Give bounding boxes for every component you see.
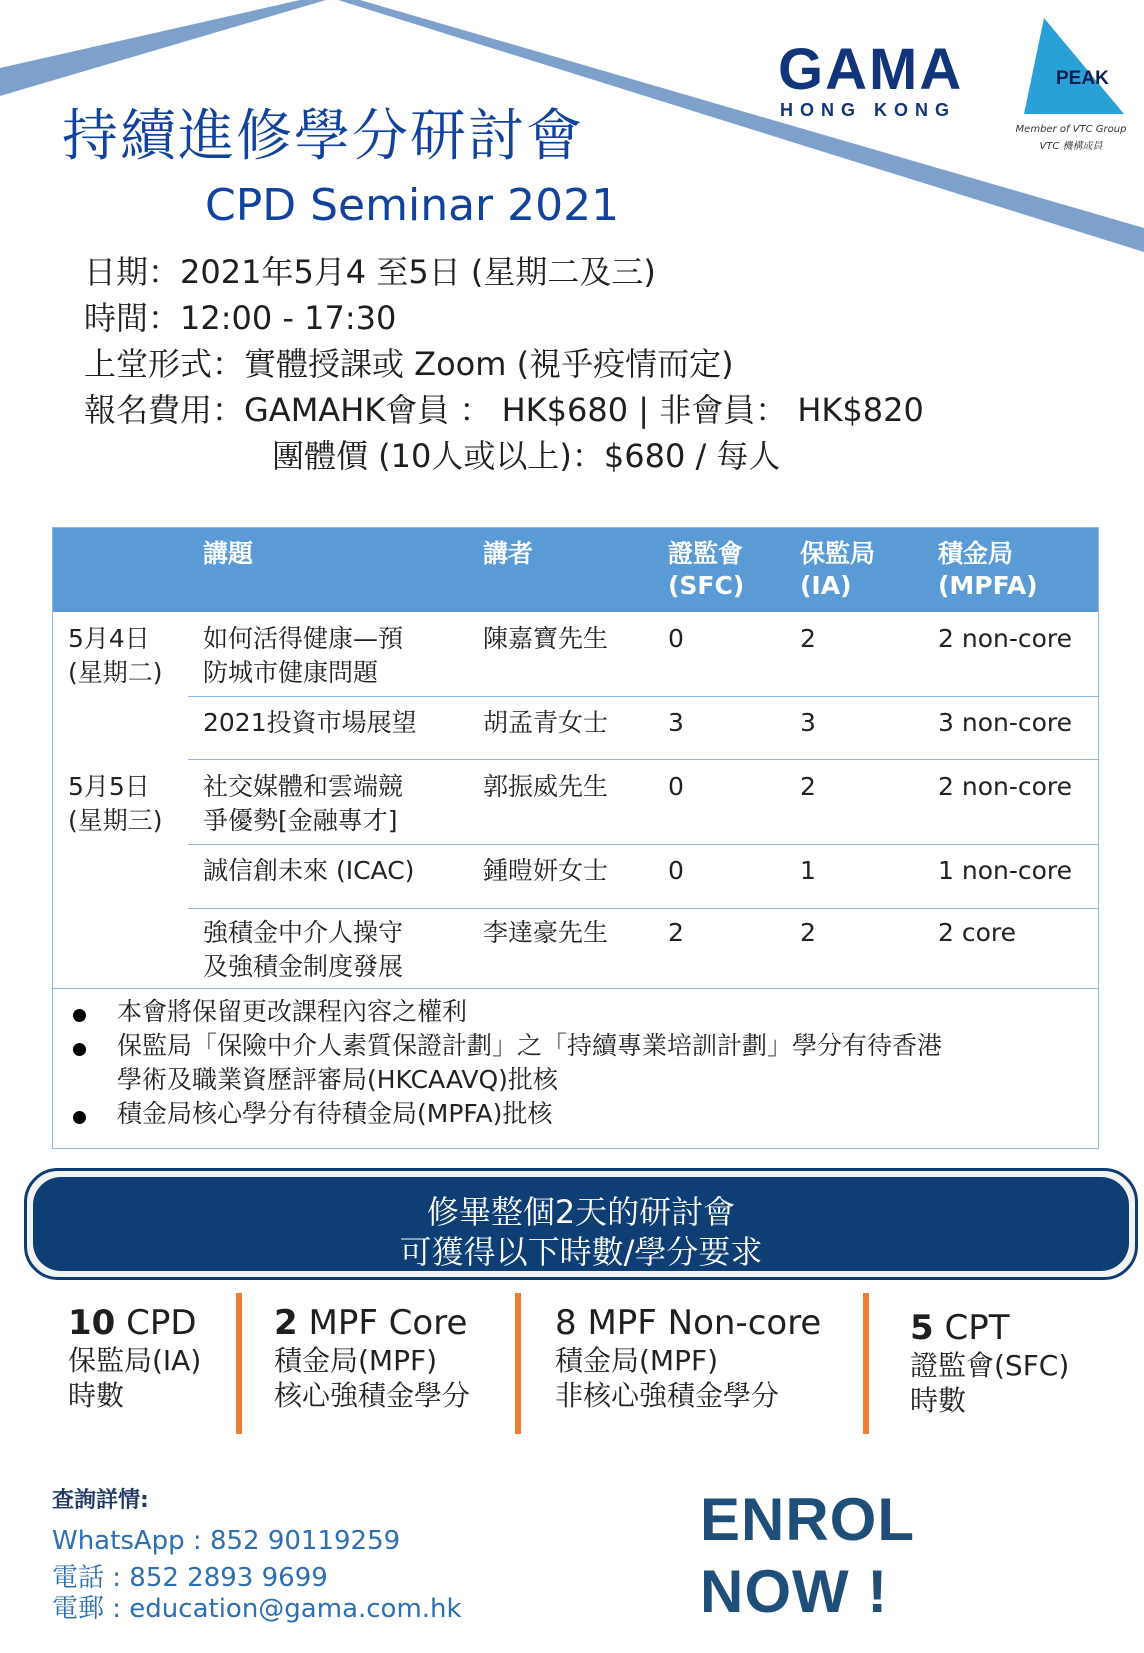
- banner-inner: [33, 1177, 1129, 1271]
- row1-sfc: 0: [668, 624, 684, 653]
- enrol-cta-line1[interactable]: ENROL: [700, 1486, 915, 1553]
- row1-mpfa: 2 non-core: [938, 624, 1073, 653]
- row3-topic-line2: 爭優勢[金融專才]: [203, 806, 398, 835]
- header-topic: 講題: [203, 539, 254, 568]
- row4-speaker: 鍾暟妍女士: [483, 856, 609, 885]
- peak-member-text: Member of VTC Group: [1015, 124, 1127, 135]
- row5-ia: 2: [800, 918, 816, 947]
- contact-whatsapp[interactable]: WhatsApp : 852 90119259: [52, 1526, 401, 1556]
- row5-continuation: [53, 952, 1098, 988]
- row1-topic-line1: 如何活得健康—預: [203, 624, 404, 653]
- row1-topic-line2: 防城市健康問題: [203, 658, 379, 687]
- title-english: CPD Seminar 2021: [205, 180, 620, 231]
- credit-mpf-noncore: 8 MPF Non-core 積金局(MPF) 非核心強積金學分: [555, 1303, 822, 1412]
- row4-sfc: 0: [668, 856, 684, 885]
- peak-member-text-zh: VTC 機構成員: [1039, 141, 1103, 152]
- row2-topic-line1: 2021投資市場展望: [203, 708, 417, 737]
- info-time: 時間：12:00 - 17:30: [84, 299, 397, 337]
- banner-line1: 修畢整個2天的研討會: [426, 1193, 736, 1231]
- info-date: 日期：2021年5月4 至5日 (星期二及三): [84, 253, 656, 291]
- row5-topic-line1: 強積金中介人操守: [203, 918, 404, 947]
- bullet-icon: [73, 1009, 86, 1022]
- row2-speaker: 胡孟青女士: [483, 708, 609, 737]
- note-2: 保監局「保險中介人素質保證計劃」之「持續專業培訓計劃」學分有待香港: [117, 1031, 943, 1060]
- day2-weekday: (星期三): [68, 806, 163, 835]
- table-notes: [53, 988, 1098, 1148]
- header-mpfa: 積金局 (MPFA): [938, 539, 1038, 600]
- table-body: [53, 612, 1098, 968]
- gama-logo: GAMA: [778, 37, 964, 102]
- peak-logo: PEAK: [1056, 68, 1109, 89]
- bullet-icon: [73, 1043, 86, 1056]
- row5-mpfa: 2 core: [938, 918, 1017, 947]
- header-speaker: 講者: [483, 539, 534, 568]
- credit-mpf-core: 2 MPF Core 積金局(MPF) 核心強積金學分: [274, 1303, 471, 1412]
- info-format: 上堂形式：實體授課或 Zoom (視乎疫情而定): [84, 345, 734, 383]
- bullet-icon: [73, 1111, 86, 1124]
- row3-speaker: 郭振威先生: [483, 772, 609, 801]
- row4-mpfa: 1 non-core: [938, 856, 1073, 885]
- contact-email[interactable]: 電郵 : education@gama.com.hk: [52, 1594, 462, 1624]
- banner-line2: 可獲得以下時數/學分要求: [399, 1233, 763, 1271]
- note-1: 本會將保留更改課程內容之權利: [117, 997, 468, 1026]
- credit-cpt: 5 CPT 證監會(SFC) 時數: [910, 1308, 1070, 1417]
- info-fee: 報名費用：GAMAHK會員 ： HK$680 | 非會員： HK$820: [84, 391, 924, 429]
- row-divider: [188, 908, 1098, 909]
- row-divider: [188, 759, 1098, 760]
- row5-topic-line2: 及強積金制度發展: [203, 952, 404, 981]
- row5-sfc: 2: [668, 918, 684, 947]
- note-3: 積金局核心學分有待積金局(MPFA)批核: [117, 1099, 553, 1128]
- row-divider: [188, 844, 1098, 845]
- row1-speaker: 陳嘉寶先生: [483, 624, 609, 653]
- gama-logo-subtitle: HONG KONG: [780, 100, 957, 120]
- credit-divider: [515, 1293, 521, 1434]
- title-chinese: 持續進修學分研討會: [62, 104, 584, 169]
- contact-phone[interactable]: 電話 : 852 2893 9699: [52, 1563, 328, 1593]
- contact-heading: 查詢詳情:: [52, 1488, 149, 1513]
- info-group-fee: 團體價 (10人或以上)：$680 / 每人: [272, 437, 781, 475]
- credit-cpd: 10 CPD 保監局(IA) 時數: [68, 1303, 202, 1412]
- day1-weekday: (星期二): [68, 658, 163, 687]
- row-divider: [188, 696, 1098, 697]
- row4-topic-line1: 誠信創未來 (ICAC): [203, 856, 415, 885]
- enrol-cta-line2[interactable]: NOW !: [700, 1558, 889, 1625]
- row4-ia: 1: [800, 856, 816, 885]
- header-sfc: 證監會 (SFC): [668, 539, 745, 600]
- note-2-continued: 學術及職業資歷評審局(HKCAAVQ)批核: [117, 1065, 558, 1094]
- row3-ia: 2: [800, 772, 816, 801]
- row2-ia: 3: [800, 708, 816, 737]
- table-header: [53, 528, 1098, 612]
- seminar-table: [52, 527, 1099, 1149]
- credit-divider: [863, 1293, 869, 1434]
- row1-ia: 2: [800, 624, 816, 653]
- row5-speaker: 李達豪先生: [483, 918, 609, 947]
- row3-sfc: 0: [668, 772, 684, 801]
- row2-sfc: 3: [668, 708, 684, 737]
- row3-mpfa: 2 non-core: [938, 772, 1073, 801]
- row2-mpfa: 3 non-core: [938, 708, 1073, 737]
- day2-date: 5月5日: [68, 772, 150, 801]
- header-ia: 保監局 (IA): [800, 539, 876, 600]
- credit-divider: [236, 1293, 242, 1434]
- day1-date: 5月4日: [68, 624, 150, 653]
- row3-topic-line1: 社交媒體和雲端競: [203, 772, 404, 801]
- completion-banner: [24, 1168, 1138, 1280]
